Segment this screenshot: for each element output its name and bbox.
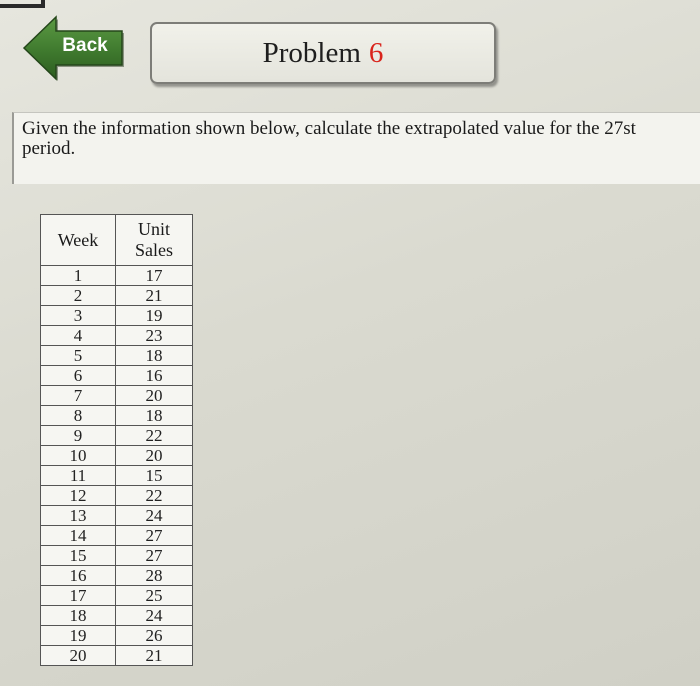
sales-cell: 22: [116, 486, 193, 506]
table-row: [41, 646, 193, 666]
back-button-label: Back: [62, 35, 108, 56]
sales-cell: 24: [116, 606, 193, 626]
table-row: [41, 426, 193, 446]
table-body: [41, 266, 193, 666]
table-row: [41, 546, 193, 566]
sales-cell: 28: [116, 566, 193, 586]
week-cell: 14: [41, 526, 116, 546]
week-cell: 10: [41, 446, 116, 466]
sales-cell: 27: [116, 546, 193, 566]
sales-cell: 17: [116, 266, 193, 286]
table-row: [41, 526, 193, 546]
problem-number: 6: [368, 36, 384, 69]
week-cell: 2: [41, 286, 116, 306]
sales-cell: 23: [116, 326, 193, 346]
week-cell: 11: [41, 466, 116, 486]
week-cell: 5: [41, 346, 116, 366]
table-row: [41, 326, 193, 346]
sales-cell: 26: [116, 626, 193, 646]
week-cell: 4: [41, 326, 116, 346]
sales-cell: 25: [116, 586, 193, 606]
sales-cell: 15: [116, 466, 193, 486]
back-button[interactable]: [18, 15, 128, 81]
problem-title-box: [150, 22, 496, 84]
sales-cell: 27: [116, 526, 193, 546]
table-row: [41, 366, 193, 386]
sales-header-line1: Unit: [137, 219, 170, 239]
table-row: [41, 566, 193, 586]
week-cell: 12: [41, 486, 116, 506]
week-cell: 6: [41, 366, 116, 386]
week-header-label: Week: [57, 229, 99, 250]
sales-cell: 24: [116, 506, 193, 526]
table-row: [41, 306, 193, 326]
sales-cell: 16: [116, 366, 193, 386]
week-cell: 17: [41, 586, 116, 606]
week-cell: 16: [41, 566, 116, 586]
question-box: [12, 112, 700, 184]
sales-header-line2: Sales: [135, 240, 173, 260]
week-cell: 19: [41, 626, 116, 646]
table-row: [41, 606, 193, 626]
sales-cell: 18: [116, 346, 193, 366]
sales-cell: 20: [116, 446, 193, 466]
sales-cell: 20: [116, 386, 193, 406]
table-row: [41, 626, 193, 646]
sales-cell: 21: [116, 646, 193, 666]
table-row: [41, 286, 193, 306]
table-row: [41, 506, 193, 526]
unit-sales-column-header: [116, 215, 193, 266]
week-cell: 3: [41, 306, 116, 326]
corner-decoration: [0, 0, 45, 8]
question-text: Given the information shown below, calculate the extrapolated value for the 27st period.: [22, 118, 636, 159]
week-cell: 18: [41, 606, 116, 626]
week-cell: 15: [41, 546, 116, 566]
table-row: [41, 446, 193, 466]
week-cell: 7: [41, 386, 116, 406]
week-column-header: [41, 215, 116, 266]
table-row: [41, 386, 193, 406]
table-header-row: [41, 215, 193, 266]
sales-cell: 21: [116, 286, 193, 306]
table-row: [41, 486, 193, 506]
week-cell: 13: [41, 506, 116, 526]
week-cell: 9: [41, 426, 116, 446]
week-cell: 1: [41, 266, 116, 286]
sales-table: [40, 214, 193, 666]
sales-cell: 18: [116, 406, 193, 426]
week-cell: 8: [41, 406, 116, 426]
week-cell: 20: [41, 646, 116, 666]
table-row: [41, 346, 193, 366]
table-row: [41, 466, 193, 486]
table-row: [41, 406, 193, 426]
table-row: [41, 586, 193, 606]
page-title: Problem: [262, 36, 361, 69]
sales-cell: 22: [116, 426, 193, 446]
table-row: [41, 266, 193, 286]
sales-cell: 19: [116, 306, 193, 326]
